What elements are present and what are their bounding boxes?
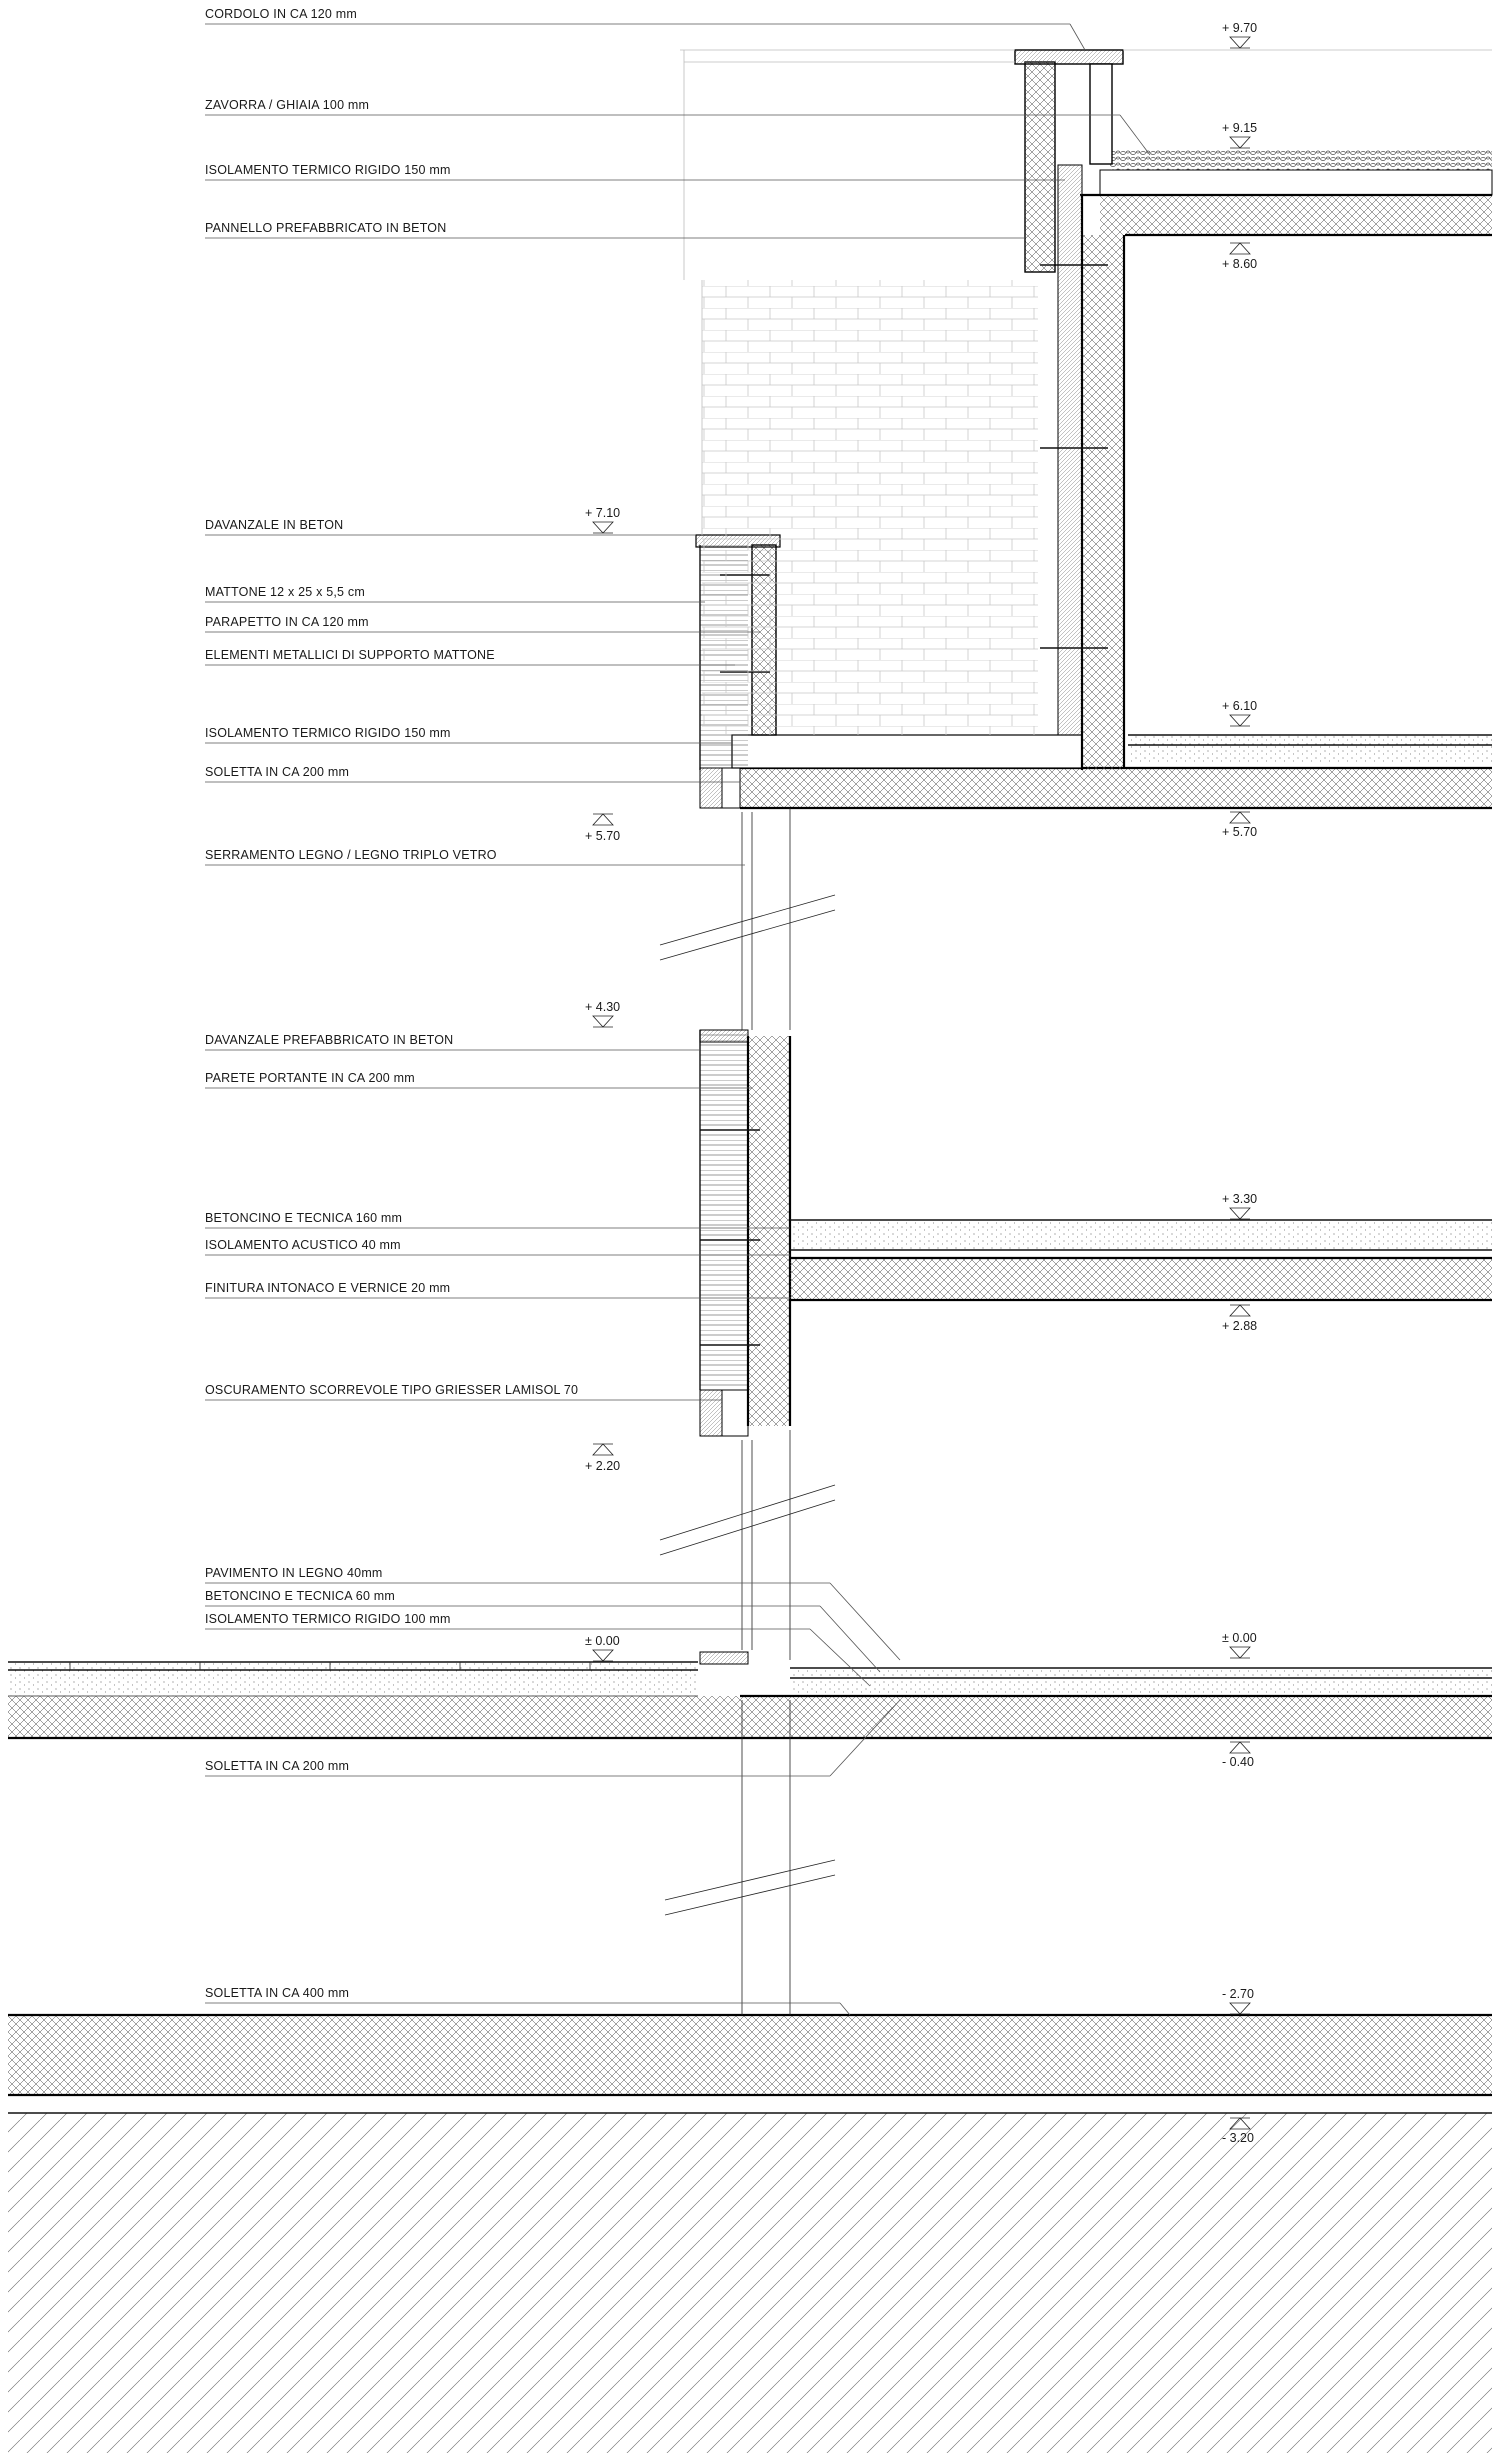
label-brick: MATTONE 12 x 25 x 5,5 cm xyxy=(205,585,365,599)
upper-window-head xyxy=(722,768,740,808)
level-marker-610 xyxy=(1222,699,1257,726)
label-slab-upper: SOLETTA IN CA 200 mm xyxy=(205,765,350,779)
roof-slab xyxy=(1100,195,1492,235)
level-marker-330 xyxy=(1222,1192,1257,1219)
svg-text:+ 9.15: + 9.15 xyxy=(1222,121,1258,135)
svg-text:- 2.70: - 2.70 xyxy=(1222,1987,1254,2001)
svg-text:+ 6.10: + 6.10 xyxy=(1222,699,1258,713)
level-marker-270 xyxy=(1222,1987,1254,2014)
foundation-slab xyxy=(8,2015,1492,2095)
roof-gravel xyxy=(1110,150,1492,170)
ground-floor-slab xyxy=(8,1696,1492,1738)
lower-brick-facing xyxy=(700,1030,748,1390)
level-marker-710 xyxy=(585,506,620,533)
level-marker-570-ext xyxy=(585,814,620,843)
exterior-paving xyxy=(8,1662,698,1696)
label-plaster-finish: FINITURA INTONACO E VERNICE 20 mm xyxy=(205,1281,451,1295)
label-brick-supports: ELEMENTI METALLICI DI SUPPORTO MATTONE xyxy=(205,648,495,662)
brick-elevation xyxy=(702,280,1038,735)
svg-text:+ 3.30: + 3.30 xyxy=(1222,1192,1258,1206)
label-prefab-panel: PANNELLO PREFABBRICATO IN BETON xyxy=(205,221,447,235)
ground-floor-window-head xyxy=(722,1390,748,1436)
svg-text:+ 4.30: + 4.30 xyxy=(585,1000,621,1014)
upper-insulation xyxy=(1058,165,1082,735)
label-bearing-wall: PARETE PORTANTE IN CA 200 mm xyxy=(205,1071,415,1085)
label-floor-insulation: ISOLAMENTO TERMICO RIGIDO 100 mm xyxy=(205,1612,451,1626)
svg-text:+ 5.70: + 5.70 xyxy=(1222,825,1258,839)
ground-floor-threshold xyxy=(700,1652,748,1664)
label-zavorra: ZAVORRA / GHIAIA 100 mm xyxy=(205,98,370,112)
label-screed-160: BETONCINO E TECNICA 160 mm xyxy=(205,1211,403,1225)
svg-text:+ 2.88: + 2.88 xyxy=(1222,1319,1258,1333)
svg-text:- 3.20: - 3.20 xyxy=(1222,2131,1254,2145)
second-floor-slab xyxy=(740,768,1492,808)
svg-text:+ 7.10: + 7.10 xyxy=(585,506,621,520)
level-marker-220 xyxy=(585,1444,620,1473)
label-acoustic-insulation: ISOLAMENTO ACUSTICO 40 mm xyxy=(205,1238,401,1252)
label-slab-foundation: SOLETTA IN CA 400 mm xyxy=(205,1986,350,2000)
second-floor-build-up xyxy=(1128,735,1492,763)
ground-floor-build-up xyxy=(790,1668,1492,1696)
label-wood-floor: PAVIMENTO IN LEGNO 40mm xyxy=(205,1566,383,1580)
level-marker-860 xyxy=(1222,243,1257,271)
ground-floor-shutter-box xyxy=(700,1390,722,1436)
svg-text:+ 9.70: + 9.70 xyxy=(1222,21,1258,35)
lower-bearing-wall xyxy=(748,1036,790,1426)
level-marker-915 xyxy=(1222,121,1257,148)
level-marker-000-int xyxy=(1222,1631,1257,1658)
cornice-upstand xyxy=(1090,64,1112,164)
first-floor-build-up xyxy=(790,1220,1492,1250)
label-screed-60: BETONCINO E TECNICA 60 mm xyxy=(205,1589,395,1603)
roof-cornice xyxy=(1015,50,1123,64)
first-floor-slab xyxy=(790,1258,1492,1300)
label-sliding-shutter: OSCURAMENTO SCORREVOLE TIPO GRIESSER LAMISOL 70 xyxy=(205,1383,579,1397)
level-marker-970 xyxy=(1222,21,1257,48)
svg-text:+ 8.60: + 8.60 xyxy=(1222,257,1258,271)
level-marker-430 xyxy=(585,1000,620,1027)
svg-text:± 0.00: ± 0.00 xyxy=(1222,1631,1257,1645)
label-parapet: PARAPETTO IN CA 120 mm xyxy=(205,615,369,629)
label-slab-ground: SOLETTA IN CA 200 mm xyxy=(205,1759,350,1773)
label-cordolo: CORDOLO IN CA 120 mm xyxy=(205,7,357,21)
label-concrete-sill: DAVANZALE IN BETON xyxy=(205,518,344,532)
terrace-insulation xyxy=(732,735,1082,768)
label-roof-insulation: ISOLAMENTO TERMICO RIGIDO 150 mm xyxy=(205,163,451,177)
label-prefab-sill: DAVANZALE PREFABBRICATO IN BETON xyxy=(205,1033,454,1047)
svg-text:± 0.00: ± 0.00 xyxy=(585,1634,620,1648)
level-marker-288 xyxy=(1222,1305,1257,1333)
label-terrace-insulation: ISOLAMENTO TERMICO RIGIDO 150 mm xyxy=(205,726,451,740)
level-marker-000-ext xyxy=(585,1634,620,1661)
lower-window-sill xyxy=(700,1030,748,1042)
prefab-panel xyxy=(1025,62,1055,272)
roof-insulation xyxy=(1100,170,1492,195)
label-window-frame: SERRAMENTO LEGNO / LEGNO TRIPLO VETRO xyxy=(205,848,497,862)
svg-text:- 0.40: - 0.40 xyxy=(1222,1755,1254,1769)
svg-text:+ 5.70: + 5.70 xyxy=(585,829,621,843)
level-marker-570-int xyxy=(1222,812,1257,839)
upper-bearing-wall xyxy=(1082,235,1124,770)
svg-text:+ 2.20: + 2.20 xyxy=(585,1459,621,1473)
level-marker-040 xyxy=(1222,1742,1254,1769)
upper-shutter-box xyxy=(700,768,722,808)
ground-hatch xyxy=(8,2113,1492,2453)
